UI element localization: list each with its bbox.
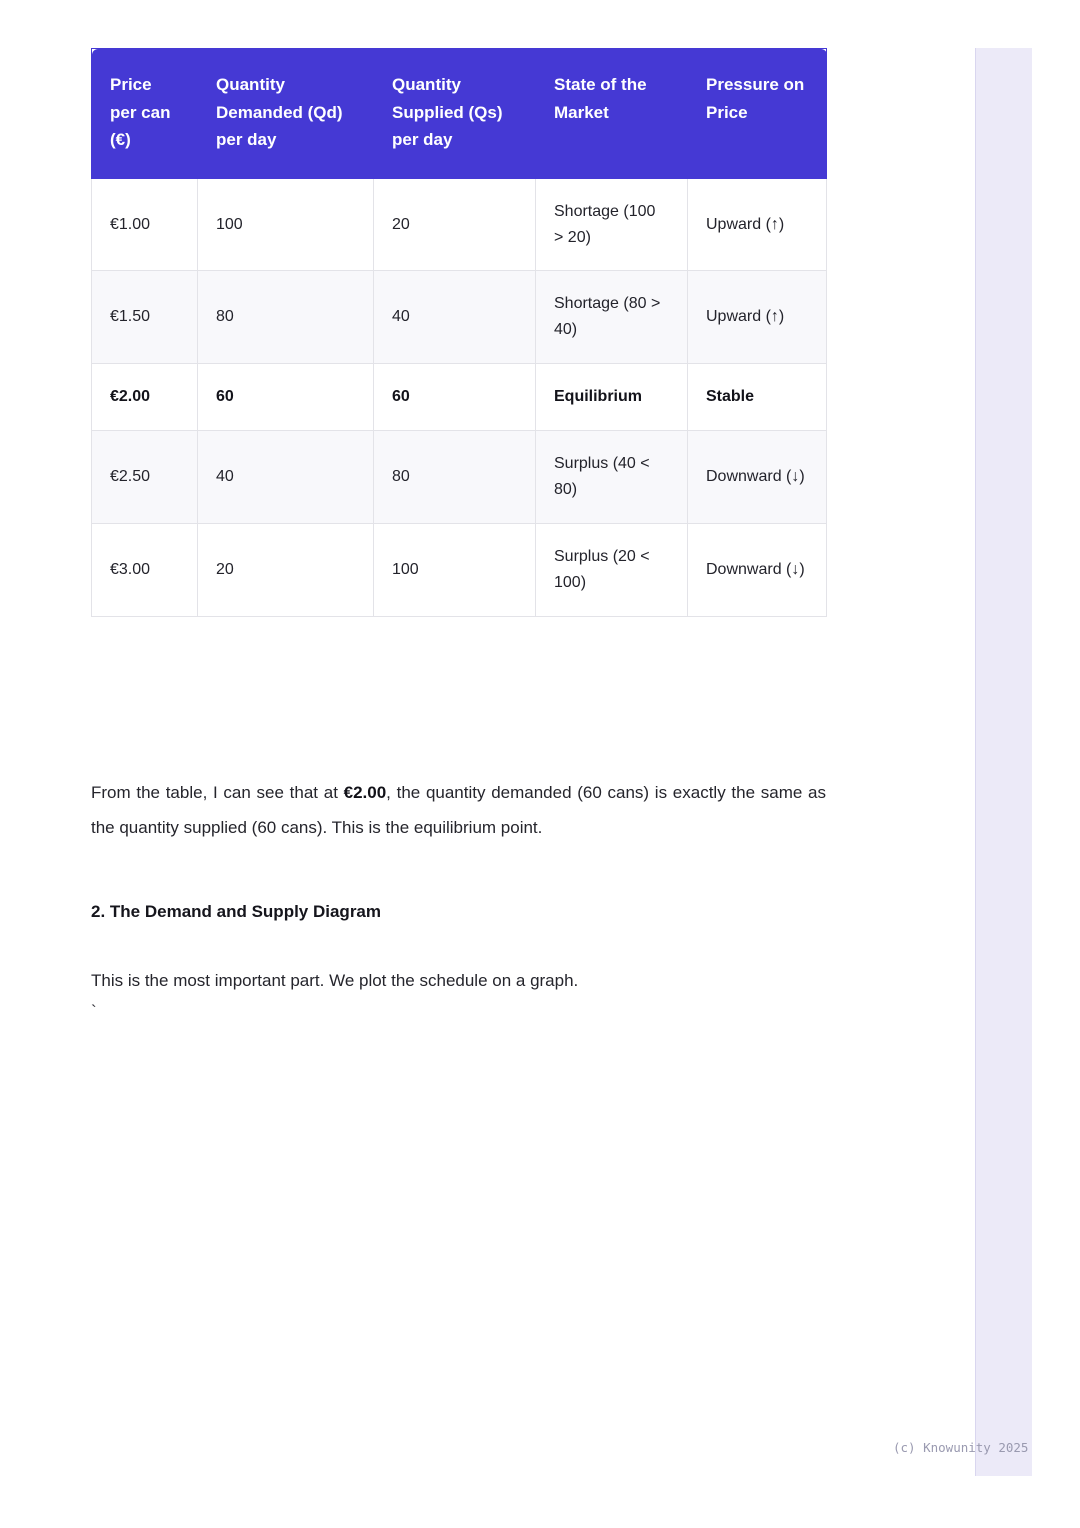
cell-quantity-demanded: 60 — [198, 364, 374, 431]
cell-state-of-market: Surplus (40 < 80) — [536, 431, 688, 524]
cell-quantity-supplied: 80 — [374, 431, 536, 524]
table-row-equilibrium — [92, 364, 827, 431]
column-header-quantity-supplied: Quantity Supplied (Qs) per day — [374, 49, 536, 179]
paragraph-equilibrium-explanation — [91, 775, 826, 845]
cell-quantity-supplied: 60 — [374, 364, 536, 431]
cell-price: €2.50 — [92, 431, 198, 524]
cell-pressure-on-price: Upward (↑) — [688, 178, 827, 271]
page-edge-strip — [975, 48, 1032, 1476]
table-row — [92, 431, 827, 524]
cell-state-of-market: Equilibrium — [536, 364, 688, 431]
column-header-state-of-market: State of the Market — [536, 49, 688, 179]
table-row — [92, 523, 827, 616]
cell-pressure-on-price: Downward (↓) — [688, 431, 827, 524]
cell-state-of-market: Shortage (100 > 20) — [536, 178, 688, 271]
cell-pressure-on-price: Downward (↓) — [688, 523, 827, 616]
cell-quantity-supplied: 100 — [374, 523, 536, 616]
cell-quantity-supplied: 20 — [374, 178, 536, 271]
paragraph-text-part-1: From the table, I can see that at — [91, 783, 344, 802]
cell-price: €3.00 — [92, 523, 198, 616]
paragraph-diagram-intro: This is the most important part. We plot the schedule on a graph. — [91, 971, 579, 990]
cell-quantity-demanded: 40 — [198, 431, 374, 524]
table-row — [92, 178, 827, 271]
paragraph-bold-price: €2.00 — [343, 783, 387, 802]
column-header-quantity-demanded: Quantity Demanded (Qd) per day — [198, 49, 374, 179]
table-header-row — [92, 49, 827, 179]
cell-quantity-demanded: 80 — [198, 271, 374, 364]
cell-quantity-demanded: 20 — [198, 523, 374, 616]
footer-copyright: (c) Knowunity 2025 — [893, 1440, 1029, 1455]
cell-pressure-on-price: Stable — [688, 364, 827, 431]
paragraph-text-part-2: , the quantity demanded (60 cans) is exactly the same as the quantity supplied (60 cans). This is the equilibrium point. — [91, 783, 826, 838]
cell-state-of-market: Shortage (80 > 40) — [536, 271, 688, 364]
cell-price: €1.00 — [92, 178, 198, 271]
cell-pressure-on-price: Upward (↑) — [688, 271, 827, 364]
table-row — [92, 271, 827, 364]
column-header-price: Price per can (€) — [92, 49, 198, 179]
supply-demand-schedule-table — [91, 48, 826, 617]
cell-quantity-supplied: 40 — [374, 271, 536, 364]
cell-price: €1.50 — [92, 271, 198, 364]
section-heading-demand-supply-diagram: 2. The Demand and Supply Diagram — [91, 902, 382, 922]
cell-state-of-market: Surplus (20 < 100) — [536, 523, 688, 616]
cell-quantity-demanded: 100 — [198, 178, 374, 271]
column-header-pressure-on-price: Pressure on Price — [688, 49, 827, 179]
cell-price: €2.00 — [92, 364, 198, 431]
code-fence-tick: ` — [91, 1002, 97, 1021]
